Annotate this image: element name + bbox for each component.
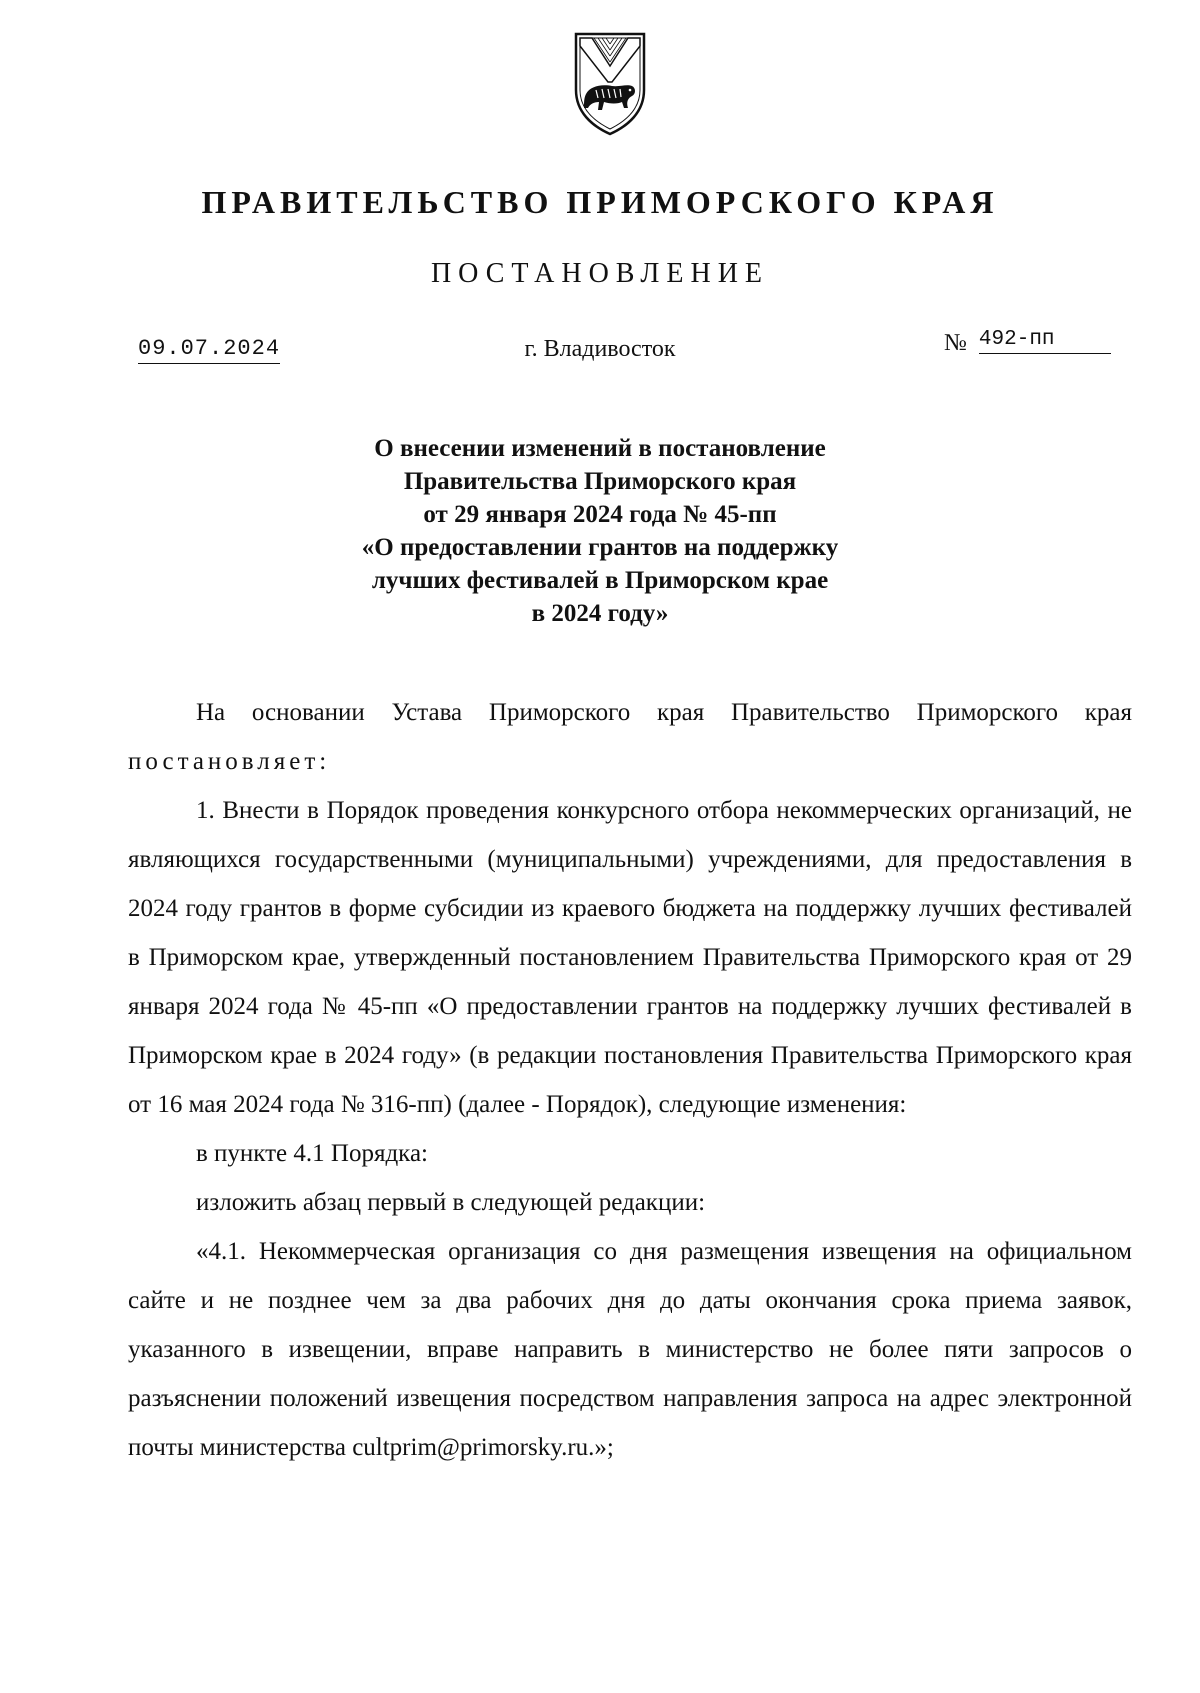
number-value: 492-пп bbox=[979, 328, 1111, 354]
coat-of-arms-icon bbox=[572, 32, 648, 136]
body-paragraph: изложить абзац первый в следующей редакции: bbox=[196, 1189, 706, 1216]
document-heading bbox=[0, 432, 1200, 630]
body-paragraph: в пункте 4.1 Порядка: bbox=[196, 1140, 428, 1167]
document-number bbox=[944, 330, 1111, 360]
body-paragraph bbox=[128, 688, 1132, 786]
heading-line: «О предоставлении грантов на поддержку bbox=[361, 534, 839, 561]
preamble-text: На основании Устава Приморского края Правительство Приморского края bbox=[196, 699, 1132, 726]
body-paragraph: «4.1. Некоммерческая организация со дня размещения извещения на официальном сайте и не позднее чем за два рабочих дня до даты окончания срока приема заявок, указанного в извещении, вправе направить в министерство не более пяти запросов о разъяснении положений извещения посредством направления запроса на адрес электронной почты министерства cultprim@primorsky.ru.»; bbox=[128, 1238, 1132, 1461]
heading-line: лучших фестивалей в Приморском крае bbox=[371, 567, 829, 594]
document-body bbox=[128, 688, 1132, 1472]
document-type: ПОСТАНОВЛЕНИЕ bbox=[430, 258, 770, 289]
heading-line: от 29 января 2024 года № 45-пп bbox=[423, 501, 777, 528]
heading-line: в 2024 году» bbox=[531, 600, 669, 627]
body-paragraph: 1. Внести в Порядок проведения конкурсного отбора некоммерческих организаций, не являющихся государственными (муниципальными) учреждениями, для предоставления в 2024 году грантов в форме субсидии из краевого бюджета на поддержку лучших фестивалей в Приморском крае, утвержденный постановлением Правительства Приморского края от 29 января 2024 года № 45-пп «О предоставлении грантов на поддержку лучших фестивалей в Приморском крае в 2024 году» (в редакции постановления Правительства Приморского края от 16 мая 2024 года № 316-пп) (далее - Порядок), следующие изменения: bbox=[128, 797, 1132, 1118]
document-city: г. Владивосток bbox=[524, 336, 676, 362]
document-date: 09.07.2024 bbox=[138, 336, 280, 364]
number-sign: № bbox=[944, 330, 967, 356]
heading-line: О внесении изменений в постановление bbox=[374, 435, 826, 462]
heading-line: Правительства Приморского края bbox=[403, 468, 797, 495]
resolves-word: постановляет: bbox=[128, 748, 331, 775]
government-title: ПРАВИТЕЛЬСТВО ПРИМОРСКОГО КРАЯ bbox=[201, 184, 999, 220]
